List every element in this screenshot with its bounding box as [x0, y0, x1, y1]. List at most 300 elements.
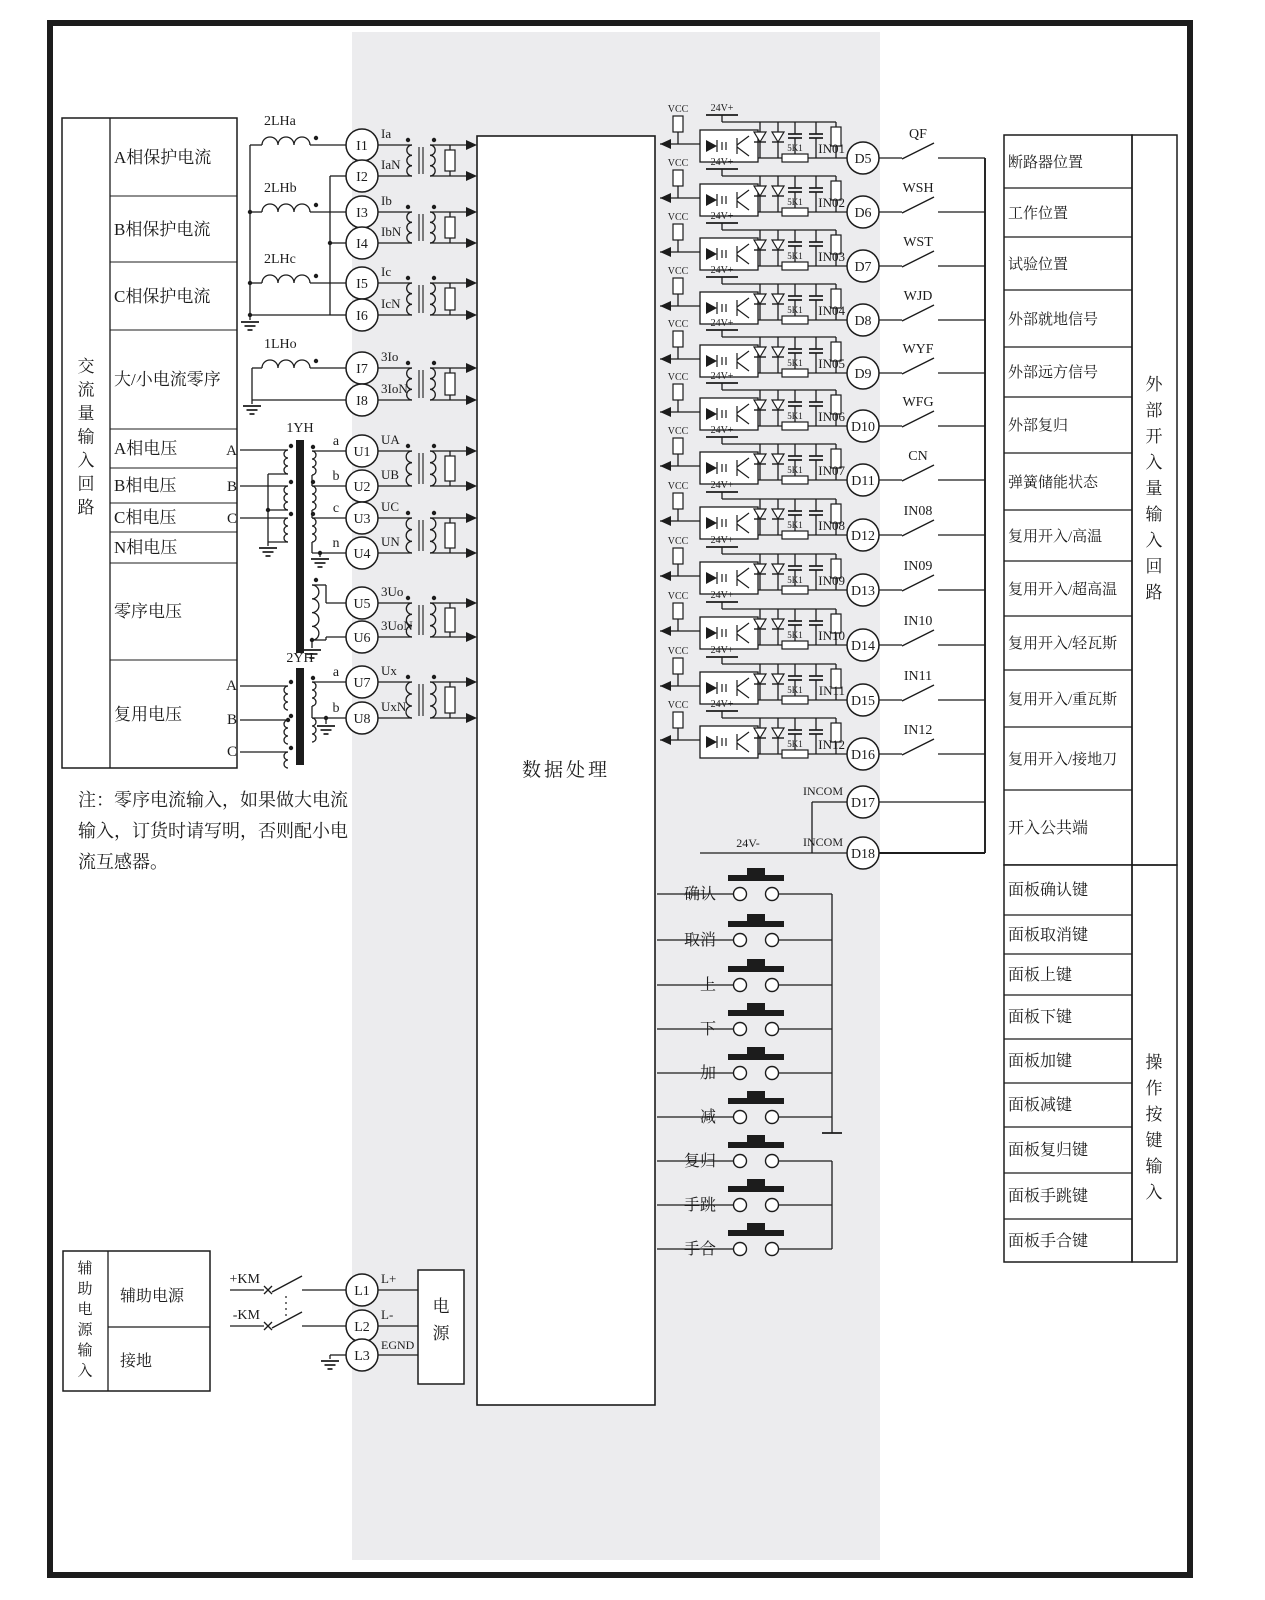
- coil: [262, 204, 310, 212]
- input-label: IN06: [818, 409, 845, 424]
- resistor: [782, 154, 808, 162]
- key-desc-label: 面板取消键: [1008, 927, 1089, 944]
- signal-label: UA: [381, 432, 400, 447]
- vcc-label: VCC: [667, 104, 689, 115]
- pushbutton-cap: [747, 1179, 765, 1186]
- key-desc-label: 面板手合键: [1008, 1233, 1089, 1250]
- pushbutton-cap: [728, 1054, 784, 1060]
- phase-label: A: [226, 678, 237, 694]
- resistor: [445, 687, 455, 713]
- terminal-id: U8: [353, 712, 371, 727]
- ac-row-label: B相保护电流: [114, 220, 211, 239]
- signal-label: Ux: [381, 663, 397, 678]
- switch-label: WFG: [902, 395, 934, 410]
- di-desc-label: 外部远方信号: [1008, 365, 1099, 381]
- terminal-id: I5: [356, 277, 368, 292]
- switch-label: CN: [908, 449, 928, 464]
- input-label: IN03: [818, 249, 845, 264]
- button-label: 确认: [683, 886, 716, 903]
- signal-label: Ib: [381, 193, 392, 208]
- di-desc-label: 试验位置: [1008, 257, 1069, 273]
- res-label: 5K1: [787, 465, 803, 475]
- pushbutton-cap: [728, 966, 784, 972]
- incom-label: INCOM: [802, 835, 843, 849]
- contact: [766, 979, 779, 992]
- terminal-id: I2: [356, 170, 368, 185]
- di-desc-label: 复用开入/接地刀: [1008, 752, 1118, 768]
- resistor: [673, 712, 683, 728]
- resistor: [445, 217, 455, 238]
- signal-label: 3IoN: [381, 381, 408, 396]
- pushbutton-cap: [728, 1230, 784, 1236]
- v24-label: 24V+: [710, 480, 734, 491]
- junction-dot: [406, 675, 410, 679]
- di-desc-label: 复用开入/高温: [1008, 529, 1103, 545]
- switch-label: WJD: [903, 289, 933, 304]
- junction-dot: [432, 361, 436, 365]
- terminal-id: D16: [850, 748, 876, 763]
- res-label: 5K1: [787, 630, 803, 640]
- coil: [262, 275, 310, 283]
- junction-dot: [406, 511, 410, 515]
- res-label: 5K1: [787, 575, 803, 585]
- signal-label: IcN: [381, 296, 401, 311]
- di-desc-label: 外部复归: [1008, 418, 1069, 434]
- junction-dot: [432, 138, 436, 142]
- v24-label: 24V+: [710, 371, 734, 382]
- phase-label: B: [226, 712, 237, 728]
- ac-row-label: C相电压: [114, 508, 177, 527]
- switch-label: IN08: [903, 504, 933, 519]
- terminal-id: U2: [353, 480, 371, 495]
- res-label: 5K1: [787, 197, 803, 207]
- vcc-label: VCC: [667, 536, 689, 547]
- junction-dot: [289, 680, 293, 684]
- ac-row-label: C相保护电流: [114, 287, 211, 306]
- phase-label: A: [226, 443, 237, 459]
- pushbutton-cap: [747, 1091, 765, 1098]
- contact: [734, 934, 747, 947]
- signal-label: EGND: [381, 1338, 415, 1352]
- switch-label: WSH: [902, 181, 934, 196]
- contact: [766, 934, 779, 947]
- ct-label: 1LHo: [264, 337, 297, 352]
- vcc-label: VCC: [667, 481, 689, 492]
- tap-label: a: [332, 665, 340, 680]
- ac-row-label: B相电压: [114, 476, 177, 495]
- resistor: [673, 548, 683, 564]
- di-desc-label: 工作位置: [1008, 206, 1069, 222]
- v24-label: 24V+: [710, 318, 734, 329]
- button-label: 手跳: [683, 1197, 716, 1214]
- contact: [766, 1243, 779, 1256]
- wire: [902, 358, 934, 374]
- terminal-id: U5: [353, 597, 371, 612]
- ct-label: 2LHc: [264, 252, 296, 267]
- junction-dot: [406, 361, 410, 365]
- contact: [766, 1067, 779, 1080]
- contact: [766, 1023, 779, 1036]
- signal-label: Ia: [381, 126, 392, 141]
- di-desc-label: 断路器位置: [1008, 155, 1084, 171]
- terminal-id: I4: [356, 237, 368, 252]
- coil: [284, 450, 288, 474]
- digital-input-group-col: [1132, 135, 1177, 865]
- terminal-id: U7: [353, 676, 371, 691]
- junction-dot: [406, 138, 410, 142]
- ac-row-label: A相保护电流: [114, 148, 212, 167]
- signal-label: UC: [381, 499, 400, 514]
- signal-label: IaN: [381, 157, 401, 172]
- phase-label: C: [226, 511, 237, 527]
- junction-dot: [432, 596, 436, 600]
- v24-label: 24V+: [710, 425, 734, 436]
- input-label: IN01: [818, 141, 845, 156]
- phase-label: C: [226, 744, 237, 760]
- v24-label: 24V+: [710, 265, 734, 276]
- resistor: [782, 586, 808, 594]
- terminal-id: D7: [854, 260, 872, 275]
- resistor: [445, 288, 455, 310]
- terminal-id: U6: [353, 631, 371, 646]
- resistor: [445, 523, 455, 548]
- vcc-label: VCC: [667, 426, 689, 437]
- wire: [902, 197, 934, 213]
- tap-label: b: [332, 701, 340, 716]
- junction-dot: [289, 746, 293, 750]
- terminal-id: L3: [354, 1349, 370, 1364]
- junction-dot: [311, 445, 315, 449]
- signal-label: 3Io: [381, 349, 399, 364]
- wire: [902, 520, 934, 536]
- resistor: [782, 476, 808, 484]
- coil: [262, 137, 310, 145]
- power-group-label: 辅助电源输入: [77, 1261, 93, 1380]
- wire: [902, 630, 934, 646]
- switch-label: IN09: [903, 559, 933, 574]
- vcc-label: VCC: [667, 646, 689, 657]
- terminal-id: D6: [854, 206, 872, 221]
- coil: [284, 752, 288, 768]
- contact: [734, 1067, 747, 1080]
- signal-label: 3Uo: [381, 584, 404, 599]
- di-desc-label: 复用开入/超高温: [1008, 582, 1118, 598]
- ac-row-label: 复用电压: [114, 705, 182, 724]
- junction-dot: [314, 359, 318, 363]
- junction-dot: [289, 512, 293, 516]
- resistor: [782, 641, 808, 649]
- coil: [284, 686, 288, 710]
- res-label: 5K1: [787, 143, 803, 153]
- res-label: 5K1: [787, 358, 803, 368]
- input-label: IN11: [818, 683, 845, 698]
- ct-label: 2LHb: [264, 181, 297, 196]
- note-text: 注：零序电流输入，如果做大电流: [78, 790, 348, 810]
- coil: [284, 518, 288, 542]
- button-label: 手合: [683, 1241, 716, 1258]
- terminal-id: U1: [353, 445, 371, 460]
- button-label: 下: [699, 1021, 716, 1038]
- junction-dot: [406, 205, 410, 209]
- contact: [734, 1199, 747, 1212]
- contact: [734, 1111, 747, 1124]
- processor-label: 数据处理: [521, 760, 611, 781]
- ct-label: 2LHa: [264, 114, 296, 129]
- terminal-id: L1: [354, 1284, 370, 1299]
- contact: [734, 1155, 747, 1168]
- resistor: [782, 369, 808, 377]
- pushbutton-cap: [728, 921, 784, 927]
- pushbutton-cap: [747, 959, 765, 966]
- key-desc-label: 面板复归键: [1008, 1142, 1089, 1159]
- ac-row-label: 大/小电流零序: [114, 370, 221, 389]
- input-label: IN02: [818, 195, 845, 210]
- resistor: [673, 658, 683, 674]
- input-label: IN07: [818, 463, 845, 478]
- res-label: 5K1: [787, 305, 803, 315]
- coil: [312, 518, 316, 542]
- res-label: 5K1: [787, 411, 803, 421]
- terminal-id: U4: [353, 547, 371, 562]
- resistor: [782, 262, 808, 270]
- terminal-id: D14: [850, 639, 876, 654]
- phase-label: B: [226, 479, 237, 495]
- v24-label: 24V+: [710, 211, 734, 222]
- terminal-id: D5: [854, 152, 872, 167]
- terminal-id: D9: [854, 367, 872, 382]
- power-row-label: 辅助电源: [120, 1288, 185, 1305]
- vcc-label: VCC: [667, 319, 689, 330]
- junction-dot: [286, 718, 290, 722]
- di-desc-label: 弹簧储能状态: [1008, 475, 1099, 491]
- resistor: [673, 438, 683, 454]
- terminal-id: D15: [850, 694, 876, 709]
- switch-label: QF: [909, 127, 927, 142]
- wire: [902, 411, 934, 427]
- switch-label: IN10: [903, 614, 933, 629]
- resistor: [445, 373, 455, 395]
- resistor: [445, 608, 455, 632]
- resistor: [673, 170, 683, 186]
- vt-core: [296, 440, 304, 653]
- contact: [734, 1023, 747, 1036]
- junction-dot: [248, 281, 252, 285]
- coil: [262, 360, 310, 368]
- resistor: [673, 278, 683, 294]
- wire: [902, 575, 934, 591]
- switch-label: IN11: [903, 669, 933, 684]
- junction-dot: [328, 241, 332, 245]
- terminal-id: D10: [850, 420, 876, 435]
- v24neg-label: 24V-: [736, 836, 760, 850]
- vt-label: 1YH: [286, 421, 314, 436]
- terminal-id: I6: [356, 309, 368, 324]
- junction-dot: [406, 276, 410, 280]
- vt-label: 2YH: [286, 651, 314, 666]
- key-desc-label: 面板上键: [1008, 967, 1073, 984]
- junction-dot: [289, 480, 293, 484]
- junction-dot: [266, 508, 270, 512]
- pushbutton-cap: [728, 1186, 784, 1192]
- contact: [766, 1155, 779, 1168]
- pushbutton-cap: [728, 1010, 784, 1016]
- v24-label: 24V+: [710, 157, 734, 168]
- signal-label: UB: [381, 467, 400, 482]
- incom-label: INCOM: [802, 784, 843, 798]
- coil: [284, 720, 288, 744]
- power-box-label: 电源: [432, 1297, 450, 1343]
- ac-row-label: N相电压: [114, 538, 178, 557]
- input-label: IN10: [818, 628, 845, 643]
- signal-label: L-: [381, 1307, 394, 1322]
- coil: [312, 451, 316, 475]
- vcc-label: VCC: [667, 158, 689, 169]
- coil: [312, 585, 319, 640]
- junction-dot: [406, 444, 410, 448]
- km-label: +KM: [229, 1272, 260, 1287]
- res-label: 5K1: [787, 685, 803, 695]
- pushbutton-cap: [747, 1003, 765, 1010]
- key-desc-label: 面板下键: [1008, 1009, 1073, 1026]
- switch-label: WYF: [902, 342, 934, 357]
- wire: [902, 685, 934, 701]
- contact: [766, 1111, 779, 1124]
- key-desc-label: 面板减键: [1008, 1097, 1073, 1114]
- key-desc-label: 面板确认键: [1008, 882, 1089, 899]
- junction-dot: [432, 276, 436, 280]
- pushbutton-cap: [747, 1135, 765, 1142]
- vt-core: [296, 668, 304, 765]
- resistor: [673, 116, 683, 132]
- resistor: [673, 603, 683, 619]
- input-label: IN12: [818, 737, 845, 752]
- junction-dot: [289, 714, 293, 718]
- di-desc-label: 复用开入/轻瓦斯: [1008, 636, 1118, 652]
- junction-dot: [311, 676, 315, 680]
- button-label: 减: [699, 1109, 716, 1126]
- key-desc-label: 面板手跳键: [1008, 1188, 1089, 1205]
- resistor: [782, 531, 808, 539]
- terminal-id: D11: [851, 474, 875, 489]
- coil: [284, 486, 288, 510]
- button-label: 上: [699, 977, 716, 994]
- terminal-id: U3: [353, 512, 371, 527]
- junction-dot: [248, 210, 252, 214]
- pushbutton-cap: [747, 1223, 765, 1230]
- terminal-id: I3: [356, 206, 368, 221]
- di-desc-label: 开入公共端: [1008, 820, 1089, 837]
- ac-group-label: 交流量输入回路: [77, 357, 95, 517]
- terminal-id: D12: [850, 529, 876, 544]
- tap-label: a: [332, 434, 340, 449]
- input-label: IN08: [818, 518, 845, 533]
- terminal-id: L2: [354, 1320, 370, 1335]
- res-label: 5K1: [787, 251, 803, 261]
- pushbutton-cap: [747, 1047, 765, 1054]
- button-label: 取消: [683, 932, 716, 949]
- tap-label: c: [332, 501, 340, 516]
- wire: [902, 251, 934, 267]
- note-text: 输入，订货时请写明，否则配小电: [78, 821, 348, 841]
- junction-dot: [432, 205, 436, 209]
- vcc-label: VCC: [667, 212, 689, 223]
- wire: [902, 305, 934, 321]
- terminal-id: D13: [850, 584, 876, 599]
- resistor: [782, 696, 808, 704]
- key-desc-label: 面板加键: [1008, 1053, 1073, 1070]
- res-label: 5K1: [787, 739, 803, 749]
- ac-row-label: 零序电压: [114, 602, 182, 621]
- signal-label: UN: [381, 534, 400, 549]
- km-label: -KM: [232, 1308, 260, 1323]
- junction-dot: [314, 274, 318, 278]
- switch-label: IN12: [903, 723, 933, 738]
- ac-row-label: A相电压: [114, 439, 178, 458]
- v24-label: 24V+: [710, 645, 734, 656]
- resistor: [445, 456, 455, 481]
- resistor: [673, 493, 683, 509]
- v24-label: 24V+: [710, 699, 734, 710]
- resistor: [673, 331, 683, 347]
- junction-dot: [289, 444, 293, 448]
- vcc-label: VCC: [667, 700, 689, 711]
- resistor: [782, 208, 808, 216]
- di-desc-label: 复用开入/重瓦斯: [1008, 692, 1118, 708]
- junction-dot: [314, 136, 318, 140]
- junction-dot: [406, 596, 410, 600]
- input-label: IN04: [818, 303, 845, 318]
- terminal-id: D8: [854, 314, 872, 329]
- input-label: IN05: [818, 356, 845, 371]
- terminal-id: I1: [356, 139, 368, 154]
- coil: [312, 718, 316, 742]
- signal-label: Ic: [381, 264, 392, 279]
- resistor: [445, 150, 455, 171]
- res-label: 5K1: [787, 520, 803, 530]
- resistor: [673, 224, 683, 240]
- signal-label: L+: [381, 1271, 397, 1286]
- junction-dot: [314, 578, 318, 582]
- wire: [902, 465, 934, 481]
- input-label: IN09: [818, 573, 845, 588]
- vcc-label: VCC: [667, 372, 689, 383]
- signal-label: 3UoN: [381, 618, 413, 633]
- button-label: 加: [699, 1065, 716, 1082]
- signal-label: IbN: [381, 224, 402, 239]
- terminal-id: I8: [356, 394, 368, 409]
- note-text: 流互感器。: [78, 852, 168, 872]
- junction-dot: [432, 444, 436, 448]
- wire: [272, 1312, 302, 1328]
- terminal-id: D17: [850, 796, 876, 811]
- panel-group-label: 操作按键输入: [1145, 1053, 1163, 1202]
- signal-label: UxN: [381, 699, 407, 714]
- junction-dot: [432, 511, 436, 515]
- resistor: [782, 316, 808, 324]
- vcc-label: VCC: [667, 266, 689, 277]
- contact: [734, 979, 747, 992]
- v24-label: 24V+: [710, 103, 734, 114]
- wire: [272, 1276, 302, 1292]
- resistor: [673, 384, 683, 400]
- pushbutton-cap: [747, 914, 765, 921]
- tap-label: b: [332, 469, 340, 484]
- junction-dot: [314, 203, 318, 207]
- v24-label: 24V+: [710, 535, 734, 546]
- wire: [902, 143, 934, 159]
- terminal-id: D18: [850, 847, 876, 862]
- terminal-id: I7: [356, 362, 368, 377]
